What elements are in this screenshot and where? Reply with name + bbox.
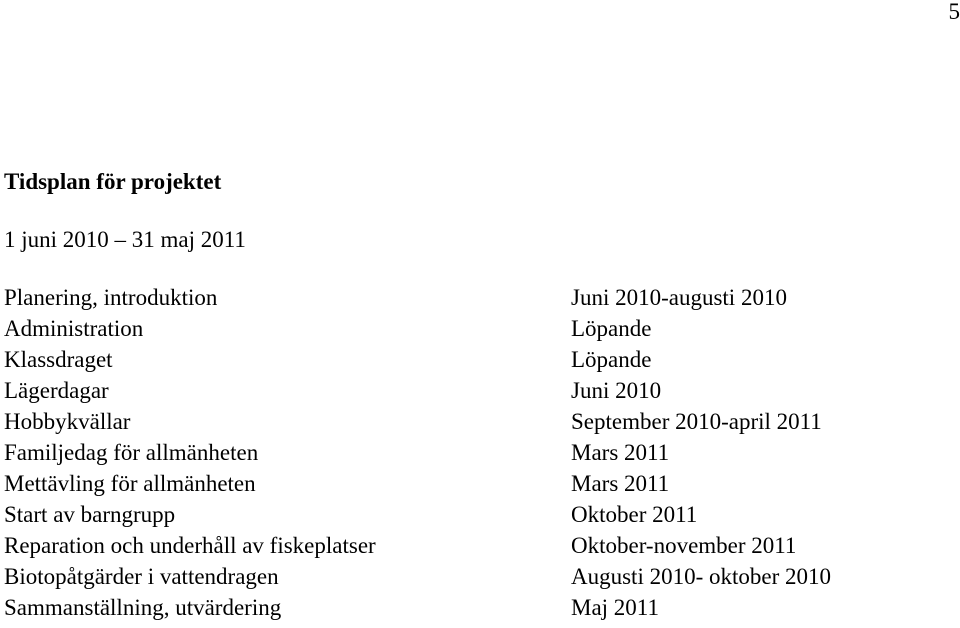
timing-label: Maj 2011 (571, 595, 659, 620)
activity-label: Planering, introduktion (4, 285, 218, 310)
activity-label: Hobbykvällar (4, 409, 131, 434)
activity-label: Lägerdagar (4, 378, 109, 403)
activity-label: Start av barngrupp (4, 502, 176, 527)
timing-label: Juni 2010 (571, 378, 662, 403)
schedule-row (4, 406, 944, 437)
project-period: 1 juni 2010 – 31 maj 2011 (4, 227, 246, 252)
timing-label: Mars 2011 (571, 471, 670, 496)
activity-label: Reparation och underhåll av fiskeplatser (4, 533, 376, 558)
activity-label: Administration (4, 316, 144, 341)
schedule-row (4, 313, 944, 344)
schedule-row (4, 499, 944, 530)
schedule-row (4, 375, 944, 406)
timing-label: Mars 2011 (571, 440, 670, 465)
timing-label: Oktober 2011 (571, 502, 698, 527)
page-title: Tidsplan för projektet (4, 169, 222, 194)
timing-label: September 2010-april 2011 (571, 409, 822, 434)
schedule-row (4, 468, 944, 499)
schedule-list (4, 282, 944, 623)
page-number: 5 (948, 0, 960, 24)
timing-label: Juni 2010-augusti 2010 (571, 285, 787, 310)
timing-label: Augusti 2010- oktober 2010 (571, 564, 832, 589)
activity-label: Klassdraget (4, 347, 113, 372)
timing-label: Löpande (571, 347, 652, 372)
schedule-row (4, 282, 944, 313)
timing-label: Oktober-november 2011 (571, 533, 797, 558)
schedule-row (4, 437, 944, 468)
schedule-row (4, 344, 944, 375)
activity-label: Sammanställning, utvärdering (4, 595, 282, 620)
schedule-row (4, 592, 944, 623)
activity-label: Biotopåtgärder i vattendragen (4, 564, 279, 589)
timing-label: Löpande (571, 316, 652, 341)
activity-label: Mettävling för allmänheten (4, 471, 256, 496)
schedule-row (4, 530, 944, 561)
schedule-row (4, 561, 944, 592)
activity-label: Familjedag för allmänheten (4, 440, 259, 465)
